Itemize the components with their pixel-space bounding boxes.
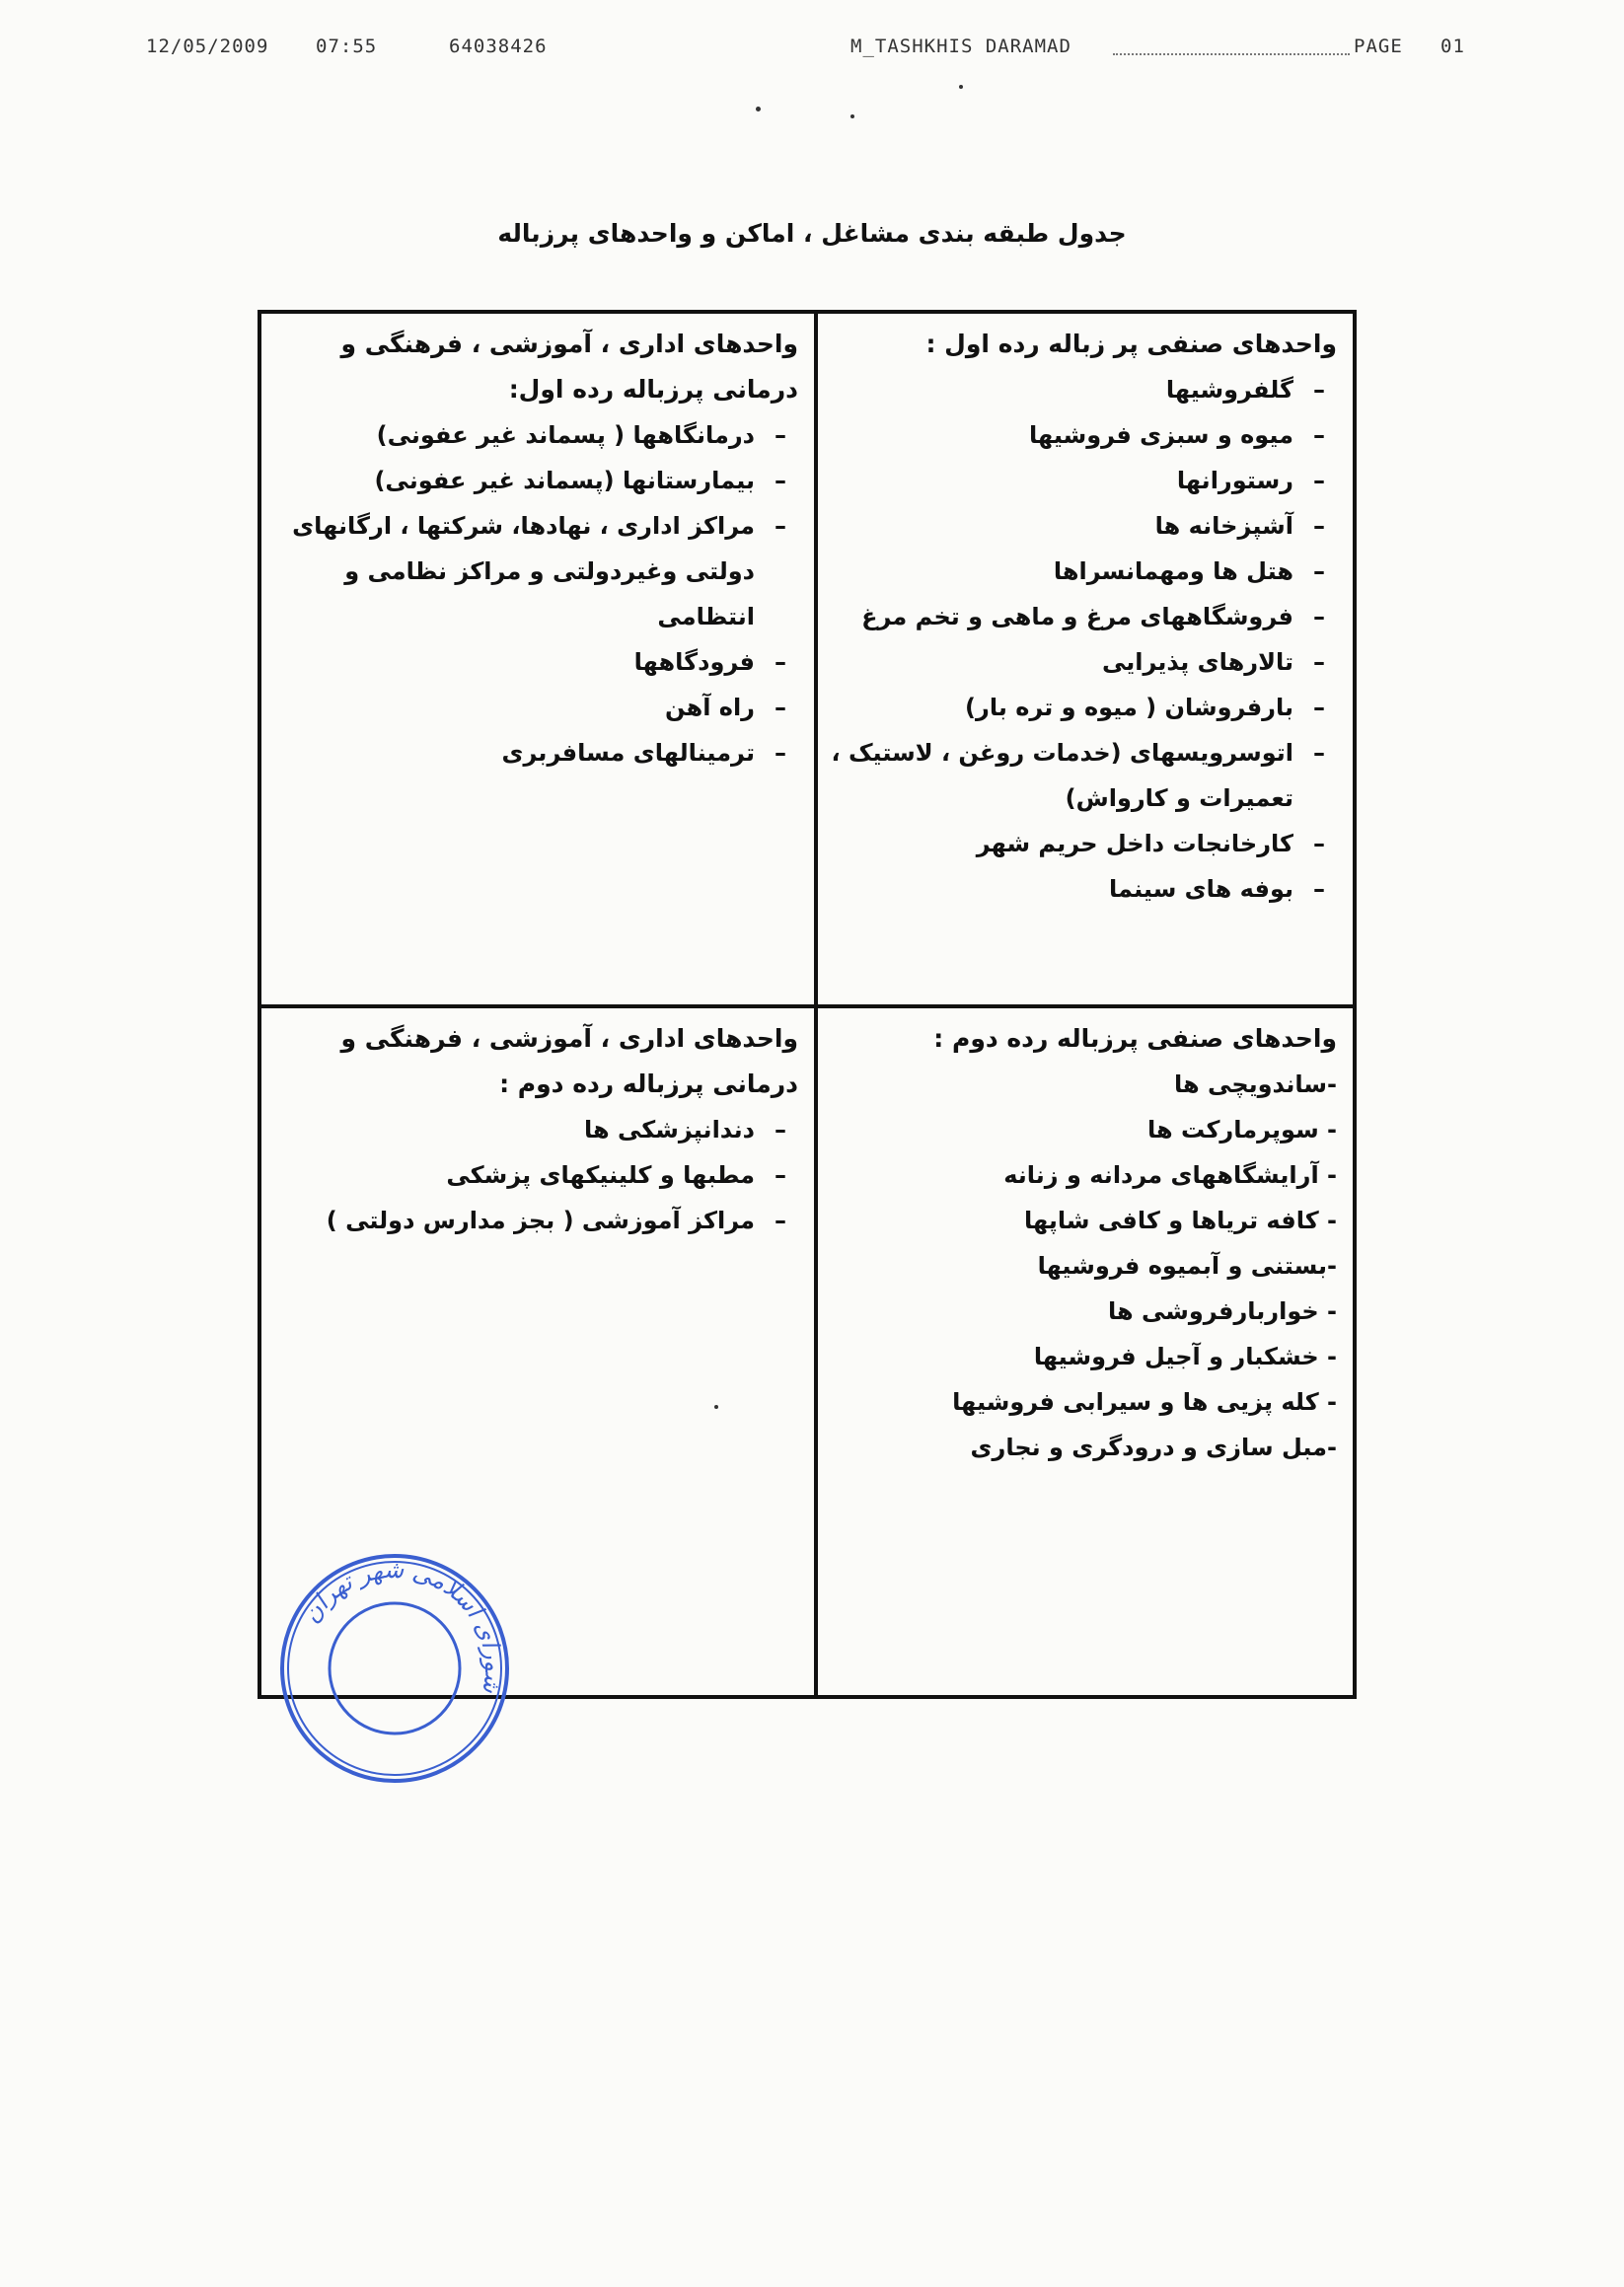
list-item: -بستنی و آبمیوه فروشیها [1037, 1252, 1337, 1280]
list-item: – مراکز آموزشی ( بجز مدارس دولتی ) [271, 1198, 798, 1243]
scan-speck [756, 107, 761, 111]
cell-heading: واحدهای اداری ، آموزشی ، فرهنگی و درمانی پرزباله رده اول: [340, 330, 798, 404]
list-item: - سوپرمارکت ها [1147, 1116, 1337, 1144]
list-item: - آرایشگاههای مردانه و زنانه [1003, 1161, 1337, 1189]
list-item: – مطبها و کلینیکهای پزشکی [271, 1152, 798, 1198]
list-item: – راه آهن [271, 685, 798, 730]
list-item: - خواربارفروشی ها [1108, 1297, 1337, 1325]
list-item: – گلفروشیها [828, 367, 1337, 412]
list-item: -مبل سازی و درودگری و نجاری [970, 1434, 1337, 1461]
list-item: – میوه و سبزی فروشیها [828, 412, 1337, 458]
list-item: -ساندویچی ها [1174, 1070, 1337, 1098]
header-report-name: M_TASHKHIS DARAMAD [850, 36, 1071, 57]
list-item: – درمانگاهها ( پسماند غیر عفونی) [271, 412, 798, 458]
list-item: – بارفروشان ( میوه و تره بار) [828, 685, 1337, 730]
list-item: – فروشگاههای مرغ و ماهی و تخم مرغ [828, 594, 1337, 639]
cell-heading: واحدهای صنفی پر زباله رده اول : [925, 330, 1337, 358]
list-item: - خشکبار و آجیل فروشیها [1033, 1343, 1337, 1370]
header-time: 07:55 [316, 36, 378, 57]
stamp-text: شورای اسلامی شهر تهران [296, 1555, 508, 1695]
list-item: – تالارهای پذیرایی [828, 639, 1337, 685]
cell-heading: واحدهای اداری ، آموزشی ، فرهنگی و درمانی پرزباله رده دوم : [340, 1024, 798, 1098]
list-item: – ترمینالهای مسافربری [271, 730, 798, 775]
list-item: - کله پزیی ها و سیرابی فروشیها [952, 1388, 1337, 1416]
document-title: جدول طبقه بندی مشاغل ، اماکن و واحدهای پرزباله [497, 219, 1127, 248]
list-item: – بوفه های سینما [828, 866, 1337, 912]
item-list [828, 1062, 1337, 1470]
scan-speck [959, 85, 963, 89]
cell-commercial-tier-1 [818, 314, 1353, 1004]
item-list [271, 1107, 798, 1243]
list-item: – رستورانها [828, 458, 1337, 503]
list-item: – آشپزخانه ها [828, 503, 1337, 549]
classification-table [258, 310, 1357, 1699]
list-item: - کافه تریاها و کافی شاپها [1024, 1207, 1337, 1234]
header-page-label: PAGE [1354, 36, 1403, 57]
list-item: – اتوسرویسهای (خدمات روغن ، لاستیک ، تعمیرات و کارواش) [828, 730, 1337, 821]
header-dotted-leader [1113, 36, 1350, 55]
scan-speck [714, 1405, 718, 1409]
item-list [828, 367, 1337, 912]
cell-commercial-tier-2 [818, 1008, 1353, 1695]
list-item: – هتل ها ومهمانسراها [828, 549, 1337, 594]
scan-speck [850, 114, 854, 118]
list-item: – فرودگاهها [271, 639, 798, 685]
header-page-number: 01 [1440, 36, 1465, 57]
cell-administrative-tier-1 [261, 314, 814, 1004]
header-date: 12/05/2009 [146, 36, 269, 57]
list-item: – بیمارستانها (پسماند غیر عفونی) [271, 458, 798, 503]
list-item: – دندانپزشکی ها [271, 1107, 798, 1152]
cell-heading: واحدهای صنفی پرزباله رده دوم : [933, 1024, 1337, 1053]
header-number: 64038426 [449, 36, 548, 57]
list-item: – کارخانجات داخل حریم شهر [828, 821, 1337, 866]
official-stamp-icon [277, 1551, 512, 1786]
fax-header [0, 36, 1624, 65]
item-list [271, 412, 798, 775]
list-item: – مراکز اداری ، نهادها، شرکتها ، ارگانهای دولتی وغیردولتی و مراکز نظامی و انتظامی [271, 503, 798, 639]
